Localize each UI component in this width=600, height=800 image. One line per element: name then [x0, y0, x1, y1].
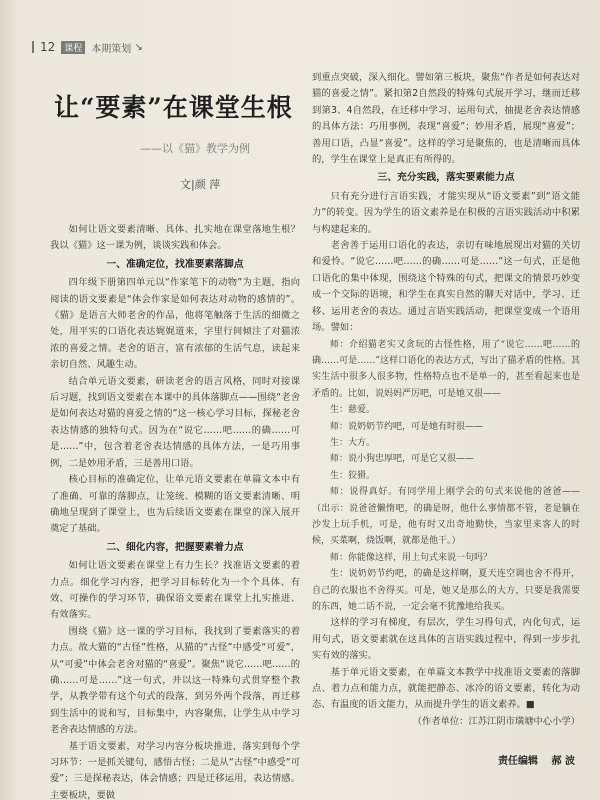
page-header: [32, 38, 143, 56]
paragraph: 只有充分进行言语实践，才能实现从“语文要素”到“语文能力”的转变。因为学生的语文素养是在积极的言语实践活动中积累与构建起来的。: [312, 190, 580, 235]
page-footer: [488, 752, 575, 767]
left-column: [50, 222, 300, 800]
header-divider: [32, 41, 34, 53]
dialogue-line: 师：你能像这样，用上句式来说一句吗？: [330, 552, 493, 563]
dialogue-line: 生：慈爱。: [330, 405, 376, 416]
dialogue-line: 师：说得真好。有同学用上刚学会的句式来说他的爸爸——（出示：说爸爸懒惰吧，的确是呀，他什么事情都不管，老是躺在沙发上玩手机，可是，他有时又出奇地勤快，当家里来客人的时候，买菜啊，烧饭啊，就都是他干。）: [312, 487, 580, 547]
editor-name: 郝 波: [551, 756, 575, 767]
article-title: 让“要素”在课堂生根: [54, 93, 293, 122]
dialogue-line: 生：狡猾。: [330, 470, 376, 481]
page-number: 12: [40, 40, 56, 54]
section-heading: 一、准确定位，找准要素落脚点: [106, 258, 244, 270]
paragraph: 基于单元语文要素，在单篇文本教学中找准语文要素的落脚点、着力点和能力点，就能把静态、冰冷的语文要素，转化为动态、有温度的语文能力，从而提升学生的语文素养。■: [312, 666, 580, 711]
paragraph: 老舍善于运用口语化的表达，亲切有味地展现出对猫的关切和爱怜。“说它……吧……的确……可是……”这一句式，正是他口语化的集中体现，围绕这个特殊的句式，把课文的情景巧妙变成一个交际的语境，和学生在真实自然的聊天对话中，学习、迁移、运用老舍的表达。通过言语实践活动，把课堂变成一个语用场。譬如：: [312, 240, 580, 334]
right-column: [312, 70, 580, 730]
section-title: 本期策划: [91, 43, 132, 55]
paragraph: 这样的学习有梯度，有层次，学生习得句式，内化句式，运用句式，语文要素就在这具体的言语实践过程中，得到一步步扎实有效的落实。: [312, 617, 580, 662]
article-subtitle: ——以《猫》教学为例: [140, 142, 250, 155]
paragraph: 围绕《猫》这一课的学习目标，我找到了要素落实的着力点。故大猫的“古怪”性格，从猫的“古怪”中感受“可爱”，从“可爱”中体会老舍对猫的“喜爱”。聚焦“说它……吧……的确……可是……”这一句式，并以这一特殊句式贯穿整个教学，从教学带有这个句式的段落，到另外两个段落，再迁移到生活中的说和写，目标集中，内容聚焦，让学生从中学习老舍表达情感的方法。: [50, 625, 300, 736]
section-heading: 二、细化内容，把握要素着力点: [106, 541, 244, 553]
paragraph: 如何让语文要素清晰、具体、扎实地在课堂落地生根？我以《猫》这一课为例，谈谈实践和体会。: [50, 224, 300, 252]
dialogue-line: 师：说小狗忠厚吧，可是它又很——: [330, 454, 475, 465]
section-heading: 三、充分实践，落实要素能力点: [377, 172, 515, 184]
paragraph: 到重点突破，深入细化。譬如第三板块，聚焦“作者是如何表达对猫的喜爱之情”。紧扣第2自然段的特殊句式展开学习，继而迁移到第3、4自然段，在迁移中学习、运用句式，抽提老舍表达情感的具体方法：巧用事例，表现“喜爱”；妙用矛盾，展现“喜爱”；善用口语，凸显“喜爱”。这样的学习是聚焦的，也是清晰而具体的，学生在课堂上是真正有所得的。: [312, 72, 580, 166]
paragraph: 如何让语文要素在课堂上有力生长？找准语文要素的着力点。细化学习内容，把学习目标转化为一个个具体、有效、可操作的学习环节，确保语文要素在课堂上扎实推进、有效落实。: [50, 560, 300, 621]
paragraph: 四年级下册第四单元以“作家笔下的动物”为主题，指向阅读的语文要素是“体会作家是如何表达对动物的感情的”。《猫》是语言大师老舍的作品，他将笔触落于生活的细微之处，用平实的口语化表达娓娓道来，字里行间倾注了对猫浓浓的喜爱之情。老舍的语言，富有浓郁的生活气息，读起来亲切自然、风趣生动。: [50, 277, 300, 371]
editor-label: 责任编辑: [498, 756, 538, 767]
dialogue-line: 生：大方。: [330, 437, 376, 448]
author-affiliation: （作者单位：江苏江阴市璜塘中心小学）: [412, 715, 580, 727]
dialogue-line: 师：说奶奶节约吧，可是她有时很——: [330, 421, 484, 432]
dialogue-line: 师：介绍猫老实又贪玩的古怪性格，用了“说它……吧……的确……可是……”这样口语化的表达方式，写出了猫矛盾的性格。其实生活中很多人很多物，性格特点也不是单一的，甚至看起来也是矛盾的。比如，说妈妈严厉吧，可是她又很——: [312, 339, 580, 399]
section-tag: 课程: [61, 41, 85, 54]
article-author: 文|颜 萍: [180, 178, 221, 191]
arrow-icon: ↘: [131, 41, 143, 53]
dialogue-line: 生：说奶奶节约吧，的确是这样啊，夏天连空调也舍不得开，自己的衣服也不舍得买。可是，她又是那么的大方，只要是我需要的东西，她二话不说，一定会毫不犹豫地给我买。: [312, 569, 580, 612]
paragraph: 结合单元语文要素，研读老舍的语言风格，同时对接课后习题，找到语文要素在本课中的具体落脚点——围绕“老舍是如何表达对猫的喜爱之情的”这一核心学习目标，探秘老舍表达情感的独特句式。因为在“说它……吧……的确……可是……”中，包含着老舍表达情感的具体方法，一是巧用事例，二是妙用矛盾，三是善用口语。: [50, 375, 300, 469]
paragraph: 基于语文要素，对学习内容分板块推进，落实到每个学习环节：一是抓关键句，感悟古怪；二是从“古怪”中感受“可爱”；三是探秘表达，体会情感；四是迁移运用，表达情感。主要板块，要做: [50, 740, 300, 800]
paragraph: 核心目标的准确定位，让单元语文要素在单篇文本中有了准确、可靠的落脚点，让笼统、模糊的语文要素清晰、明确地呈现到了课堂上，也为后续语文要素在课堂的深入展开奠定了基础。: [50, 474, 300, 535]
